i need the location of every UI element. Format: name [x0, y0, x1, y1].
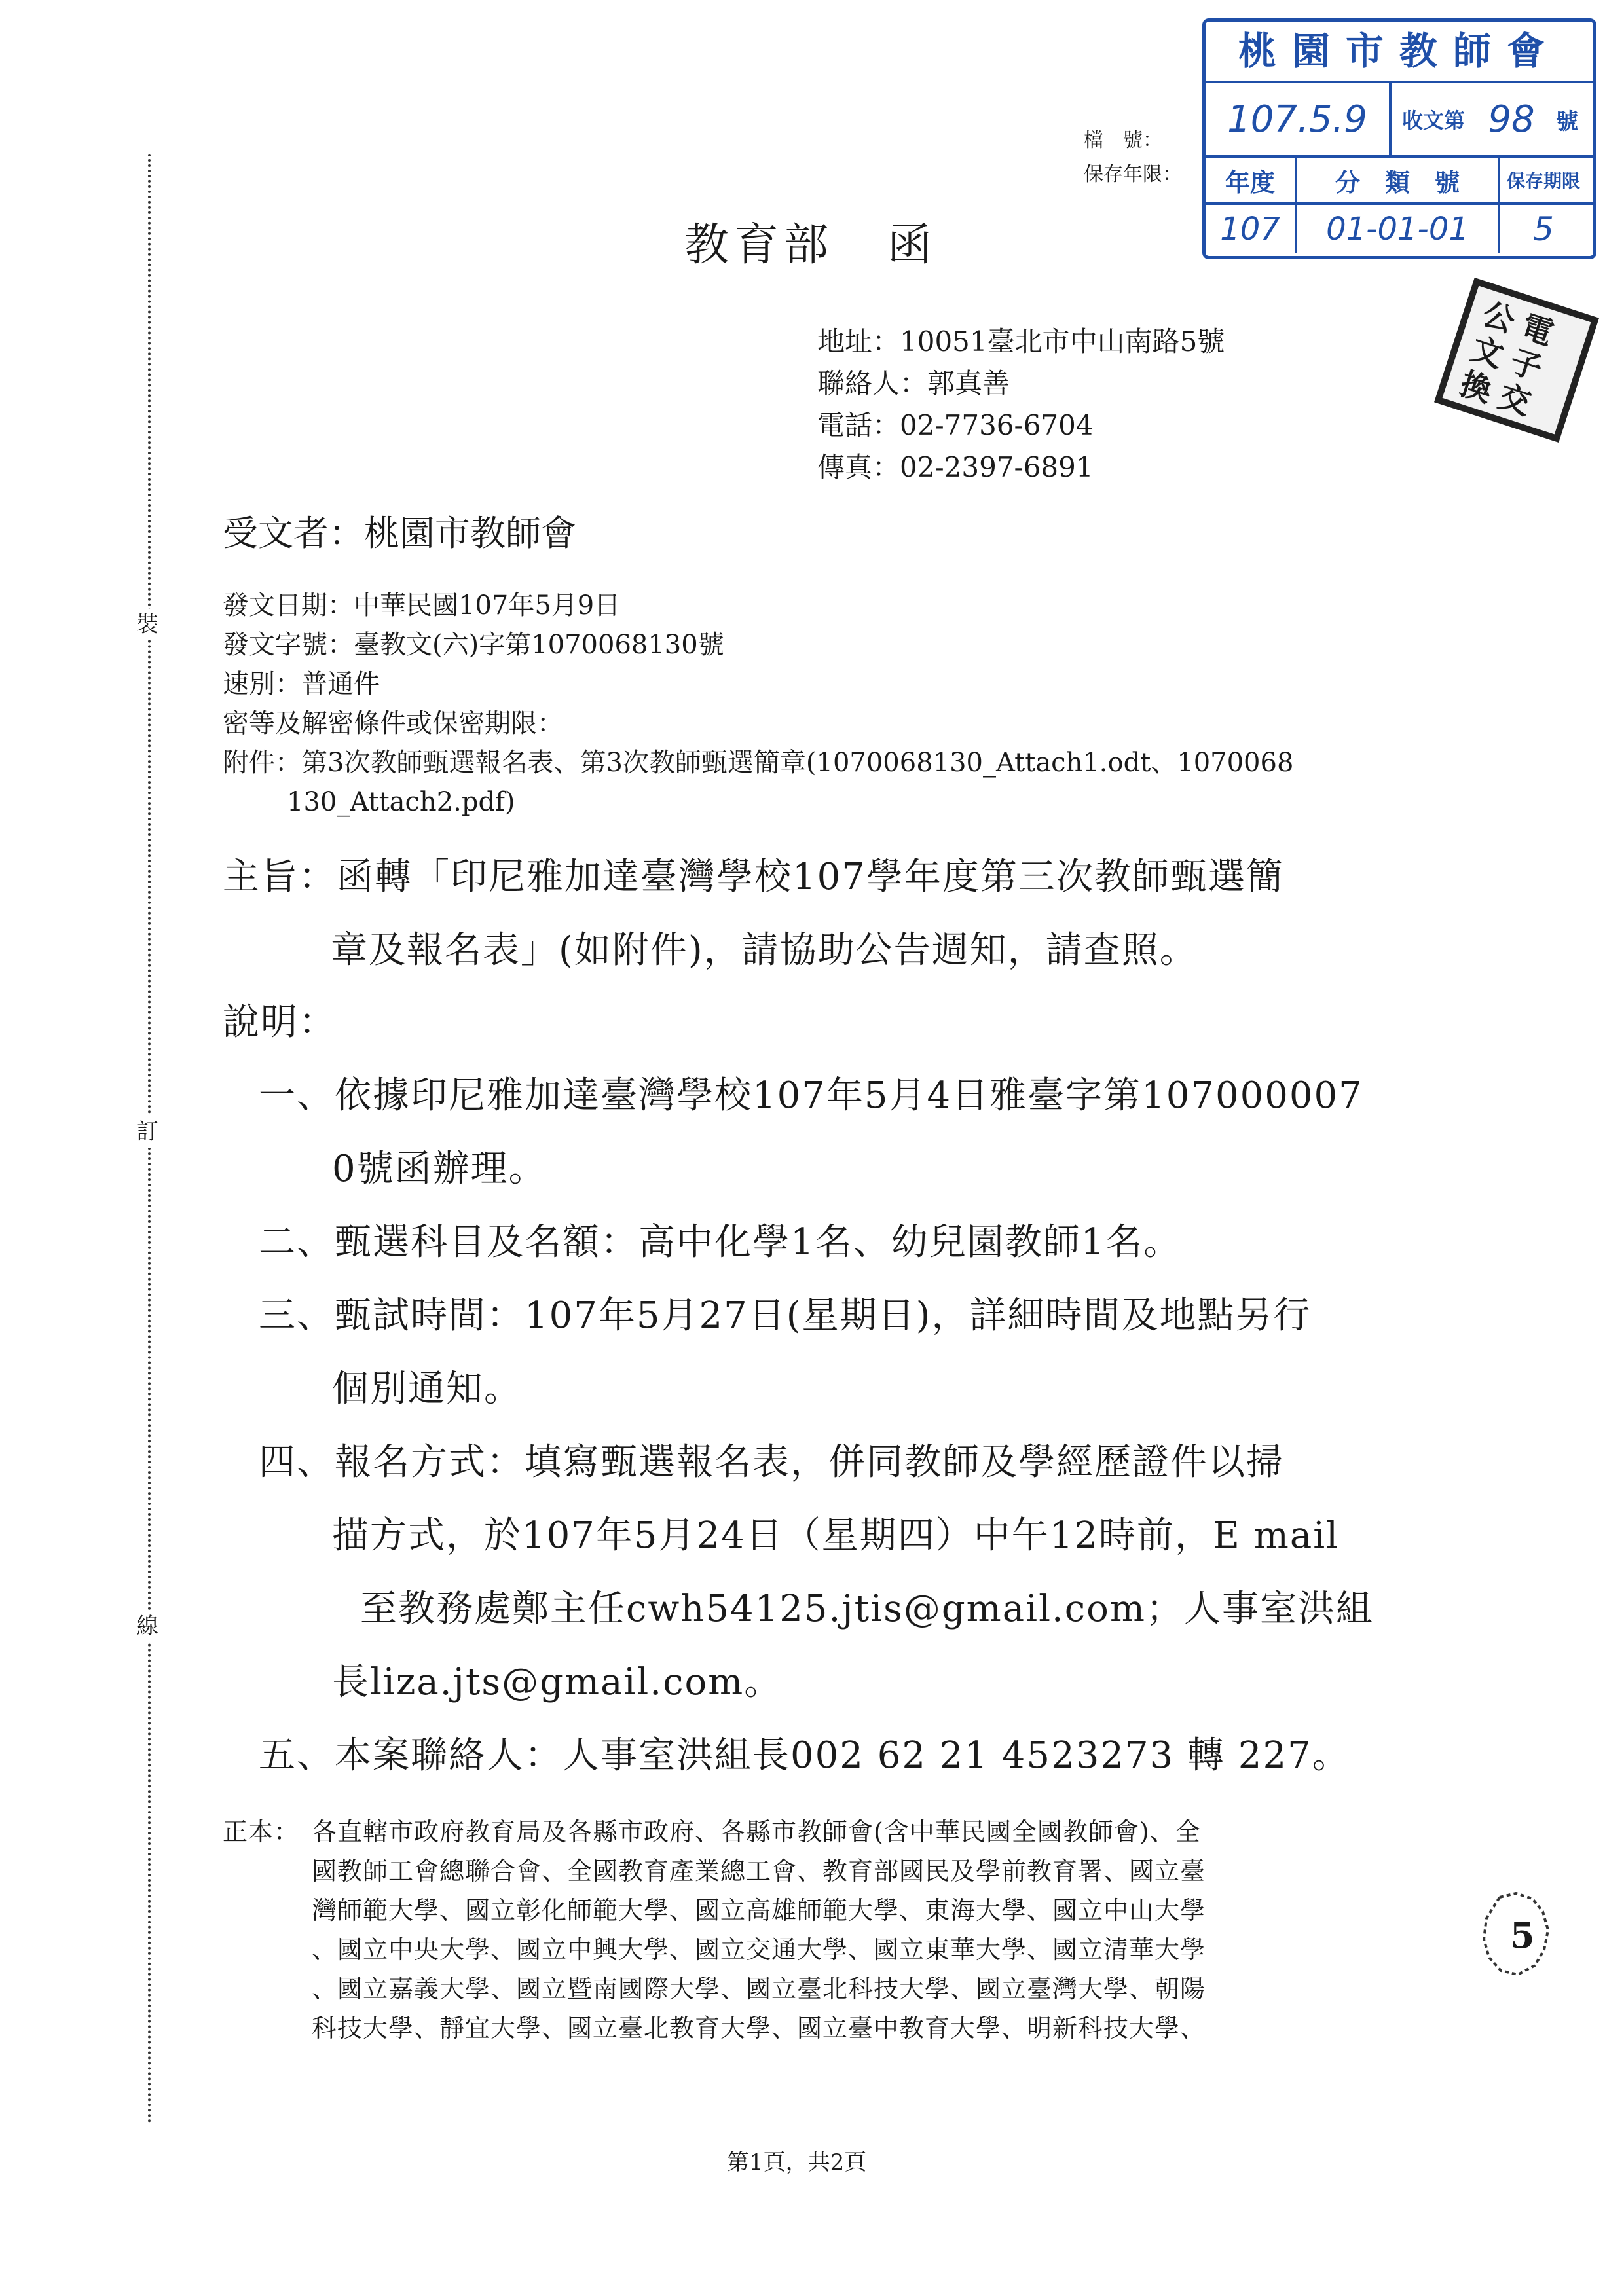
explanation-label: 說明：	[223, 1001, 337, 1044]
electronic-exchange-seal: 電 子 交 公 文 換	[1418, 261, 1615, 459]
retention-label: 保存年限：	[1084, 163, 1182, 186]
sender-phone: 電話：02-7736-6704	[817, 409, 1094, 441]
receipt-stamp	[1202, 18, 1596, 259]
stamp-class-label: 分 類 號	[1335, 167, 1460, 197]
explanation-item-4-line-3: 至教務處鄭主任cwh54125.jtis@gmail.com；人事室洪組	[360, 1588, 1374, 1630]
explanation-item-1-line-1: 一、依據印尼雅加達臺灣學校107年5月4日雅臺字第107000007	[259, 1074, 1363, 1117]
explanation-item-3-line-1: 三、甄試時間：107年5月27日(星期日)，詳細時間及地點另行	[259, 1294, 1312, 1337]
cc-line-2: 國教師工會總聯合會、全國教育產業總工會、教育部國民及學前教育署、國立臺	[312, 1857, 1206, 1886]
attachments-line-1: 附件：第3次教師甄選報名表、第3次教師甄選簡章(1070068130_Attach1.odt、1070068	[223, 748, 1294, 778]
issue-date: 發文日期：中華民國107年5月9日	[223, 591, 621, 621]
stamp-period-label: 保存期限	[1506, 170, 1580, 192]
cc-label: 正本：	[223, 1817, 300, 1846]
file-number-label: 檔 號：	[1084, 129, 1162, 152]
sender-address: 地址：10051臺北市中山南路5號	[817, 325, 1225, 357]
issue-number: 發文字號：臺教文(六)字第1070068130號	[223, 630, 724, 660]
page-stamp-number: 5	[1510, 1914, 1535, 1956]
attachments-line-2: 130_Attach2.pdf)	[287, 787, 515, 817]
cc-line-1: 各直轄市政府教育局及各縣市政府、各縣市教師會(含中華民國全國教師會)、全	[312, 1817, 1201, 1846]
doc-org: 教育部	[684, 219, 834, 271]
explanation-item-1-line-2: 0號函辦理。	[332, 1148, 547, 1190]
explanation-item-4-line-4: 長liza.jts@gmail.com。	[332, 1661, 783, 1704]
cc-line-5: 、國立嘉義大學、國立暨南國際大學、國立臺北科技大學、國立臺灣大學、朝陽	[312, 1975, 1206, 2003]
stamp-date: 107.5.9	[1227, 98, 1367, 141]
doc-type: 函	[887, 219, 938, 271]
binding-mark-bottom: 線	[136, 1611, 158, 1642]
stamp-period-value: 5	[1533, 210, 1554, 248]
sender-contact: 聯絡人：郭真善	[817, 367, 1010, 399]
page-perforation-stamp	[1480, 1892, 1552, 1977]
cc-line-6: 科技大學、靜宜大學、國立臺北教育大學、國立臺中教育大學、明新科技大學、	[312, 2014, 1206, 2043]
stamp-receipt-number: 98	[1488, 98, 1535, 141]
cc-line-4: 、國立中央大學、國立中興大學、國立交通大學、國立東華大學、國立清華大學	[312, 1935, 1206, 1964]
explanation-item-4-line-2: 描方式，於107年5月24日（星期四）中午12時前，E mail	[332, 1514, 1340, 1557]
stamp-receipt-suffix: 號	[1556, 108, 1578, 135]
explanation-item-5: 五、本案聯絡人：人事室洪組長002 62 21 4523273 轉 227。	[259, 1734, 1350, 1777]
explanation-item-2: 二、甄選科目及名額：高中化學1名、幼兒園教師1名。	[259, 1221, 1182, 1264]
secrecy-level: 密等及解密條件或保密期限：	[223, 708, 563, 738]
page-footer: 第1頁，共2頁	[727, 2149, 867, 2176]
recipient: 受文者：桃園市教師會	[223, 513, 576, 554]
subject-line-2: 章及報名表」(如附件)，請協助公告週知，請查照。	[331, 929, 1198, 972]
delivery-speed: 速別：普通件	[223, 669, 380, 699]
binding-mark-top: 裝	[136, 609, 158, 640]
binding-mark-middle: 訂	[136, 1116, 158, 1148]
subject-line-1: 主旨：函轉「印尼雅加達臺灣學校107學年度第三次教師甄選簡	[223, 856, 1284, 898]
stamp-year-label: 年度	[1225, 167, 1275, 197]
explanation-item-4-line-1: 四、報名方式：填寫甄選報名表，併同教師及學經歷證件以掃	[259, 1441, 1284, 1484]
explanation-item-3-line-2: 個別通知。	[332, 1368, 522, 1410]
stamp-receipt-label: 收文第	[1401, 108, 1465, 133]
stamp-class-value: 01-01-01	[1326, 211, 1469, 247]
stamp-title: 桃園市教師會	[1238, 29, 1560, 73]
sender-fax: 傳真：02-2397-6891	[817, 451, 1094, 483]
cc-line-3: 灣師範大學、國立彰化師範大學、國立高雄師範大學、東海大學、國立中山大學	[312, 1896, 1206, 1925]
stamp-year-value: 107	[1220, 211, 1280, 247]
